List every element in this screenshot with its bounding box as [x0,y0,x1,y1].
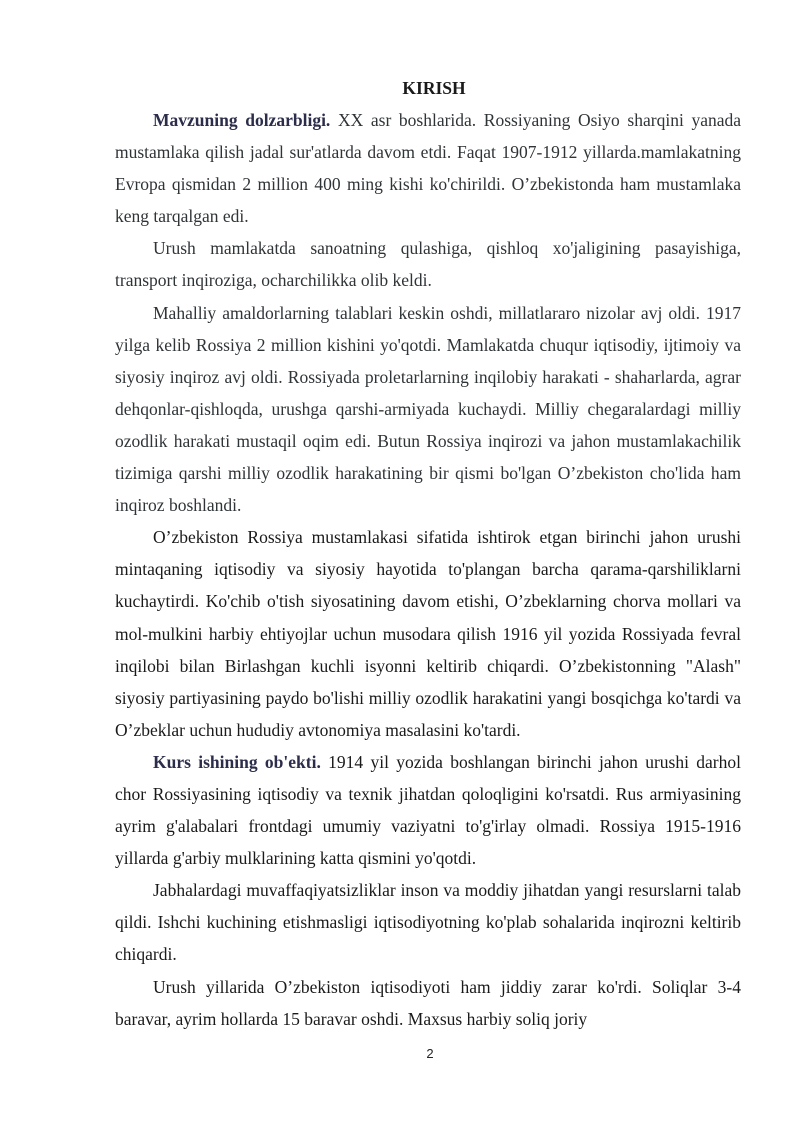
paragraph: Jabhalardagi muvaffaqiyatsizliklar inson va moddiy jihatdan yangi resurslarni talab qildi. Ishchi kuchining etishmasligi iqtisodiyotning ko'plab sohalarida inqirozni keltirib chiqardi. [115,880,741,965]
page-number: 2 [426,1046,434,1061]
paragraph: O’zbekiston Rossiya mustamlakasi sifatida ishtirok etgan birinchi jahon urushi mintaqaning iqtisodiy va siyosiy hayotida to'plangan barcha qarama-qarshiliklarni kuchaytirdi. Ko'chib o'tish siyosatining davom etishi, O’zbeklarning chorva mollari va mol-mulkini harbiy ehtiyojlar uchun musodara qilish 1916 yil yozida Rossiyada fevral inqilobi bilan Birlashgan kuchli isyonni keltirib chiqardi. O’zbekistonning "Alash" siyosiy partiyasining paydo bo'lishi milliy ozodlik harakatini yangi bosqichga ko'tardi va O’zbeklar uchun hududiy avtonomiya masalasini ko'tardi. [115,527,741,740]
paragraph: Urush mamlakatda sanoatning qulashiga, qishloq xo'jaligining pasayishiga, transport inqiroziga, ocharchilikka olib keldi. [115,238,741,291]
paragraph-object [115,746,741,874]
paragraph: Mahalliy amaldorlarning talablari keskin oshdi, millatlararo nizolar avj oldi. 1917 yilga kelib Rossiya 2 million kishini yo'qotdi. Mamlakatda chuqur iqtisodiy, ijtimoiy va siyosiy inqiroz avj oldi. Rossiyada proletarlarning inqilobiy harakati - shaharlarda, agrar dehqonlar-qishloqda, urushga qarshi-armiyada kuchaydi. Milliy chegaralardagi milliy ozodlik harakati mustaqil oqim edi. Butun Rossiya inqirozi va jahon mustamlakachilik tizimiga qarshi milliy ozodlik harakatining bir qismi bo'lgan O’zbekiston cho'lida ham inqiroz boshlandi. [115,302,741,516]
paragraph-lead: Mavzuning dolzarbligi. [153,110,331,130]
paragraph-text: 1914 yil yozida boshlangan birinchi jahon urushi darhol chor Rossiyasining iqtisodiy va texnik jihatdan qoloqligini ko'rsatdi. Rus armiyasining ayrim g'alabalari frontdagi umumiy vaziyatni to'g'irlay olmadi. Rossiya 1915-1916 yillarda g'arbiy mulklarining katta qismini yo'qotdi. [115,751,741,869]
paragraph-lead: Kurs ishining ob'ekti. [153,751,321,772]
page-heading: KIRISH [402,78,466,98]
document-page [115,72,741,1035]
paragraph-relevance [115,104,741,232]
paragraph-text: XX asr boshlarida. Rossiyaning Osiyo sharqini yanada mustamlaka qilish jadal sur'atlarda davom etdi. Faqat 1907-1912 yillarda.mamlakatning Evropa qismidan 2 million 400 ming kishi ko'chirildi. O’zbekistonda ham mustamlaka keng tarqalgan edi. [115,110,741,227]
paragraph: Urush yillarida O’zbekiston iqtisodiyoti ham jiddiy zarar ko'rdi. Soliqlar 3-4 baravar, ayrim hollarda 15 baravar oshdi. Maxsus harbiy soliq joriy [115,976,741,1029]
